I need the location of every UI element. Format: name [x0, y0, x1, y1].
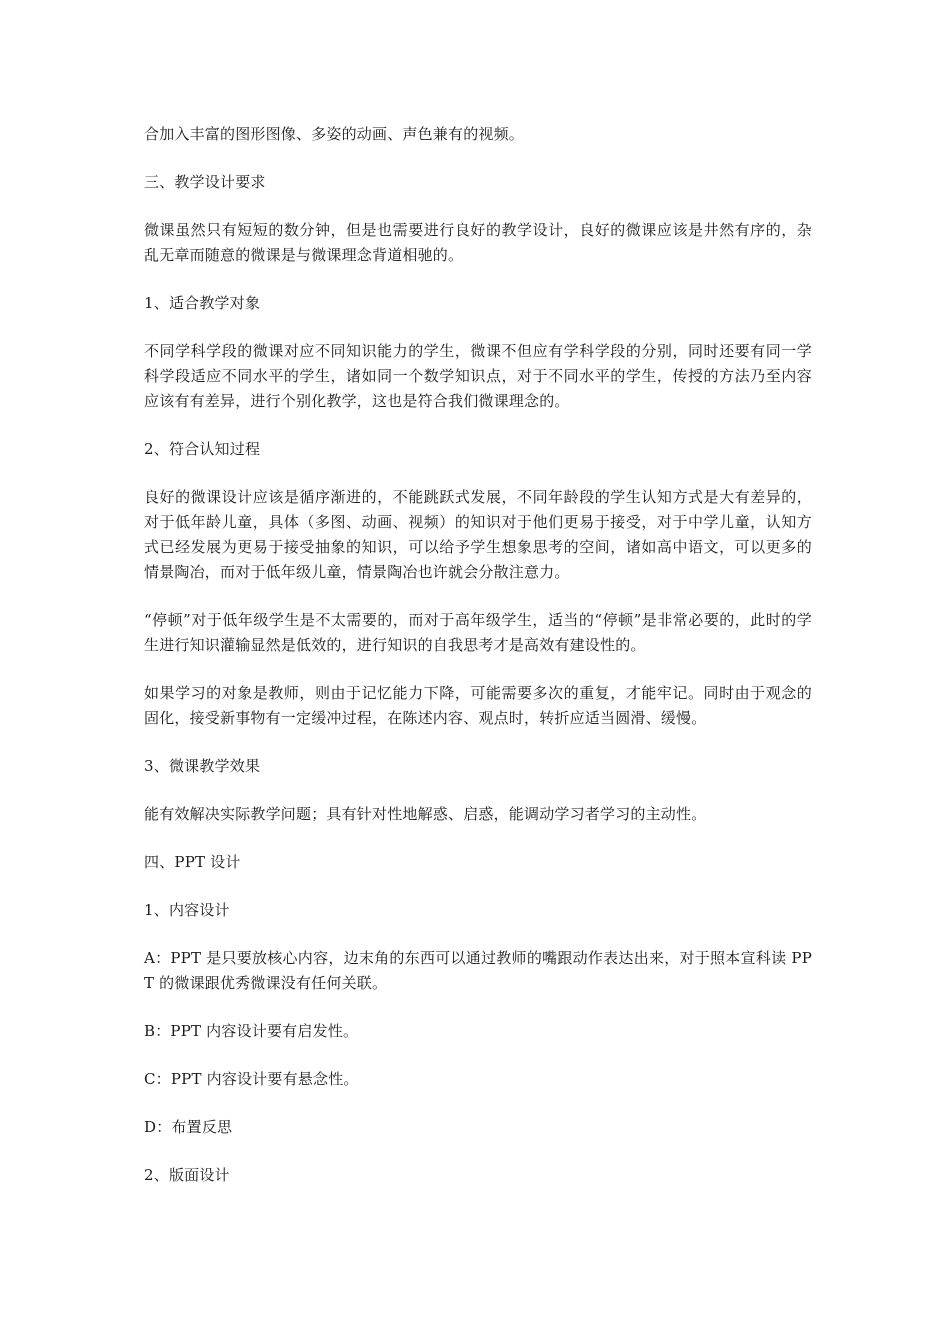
section-heading: 四、PPT 设计 — [144, 853, 241, 871]
list-item: D：布置反思 — [144, 1118, 233, 1136]
subsection-heading: 3、微课教学效果 — [144, 757, 261, 775]
list-item: C：PPT 内容设计要有悬念性。 — [144, 1070, 359, 1088]
body-paragraph: “停顿”对于低年级学生是不太需要的，而对于高年级学生，适当的“停顿”是非常必要的，此时的学生进行知识灌输显然是低效的，进行知识的自我思考才是高效有建设性的。 — [144, 611, 812, 654]
section-heading: 三、教学设计要求 — [144, 173, 266, 191]
body-paragraph: A：PPT 是只要放核心内容，边末角的东西可以通过教师的嘴跟动作表达出来，对于照本宣科读 PPT 的微课跟优秀微课没有任何关联。 — [144, 949, 812, 992]
subsection-heading: 2、版面设计 — [144, 1166, 230, 1184]
body-paragraph: 良好的微课设计应该是循序渐进的，不能跳跃式发展，不同年龄段的学生认知方式是大有差异的，对于低年龄儿童，具体（多图、动画、视频）的知识对于他们更易于接受，对于中学儿童，认知方式已经发展为更易于接受抽象的知识，可以给予学生想象思考的空间，诸如高中语文，可以更多的情景陶冶，而对于低年级儿童，情景陶冶也许就会分散注意力。 — [144, 488, 812, 581]
subsection-heading: 2、符合认知过程 — [144, 440, 261, 458]
list-item: B：PPT 内容设计要有启发性。 — [144, 1022, 359, 1040]
body-paragraph: 微课虽然只有短短的数分钟，但是也需要进行良好的教学设计，良好的微课应该是井然有序的，杂乱无章而随意的微课是与微课理念背道相驰的。 — [144, 221, 812, 264]
subsection-heading: 1、内容设计 — [144, 901, 230, 919]
subsection-heading: 1、适合教学对象 — [144, 294, 261, 312]
body-paragraph: 如果学习的对象是教师，则由于记忆能力下降，可能需要多次的重复，才能牢记。同时由于观念的固化，接受新事物有一定缓冲过程，在陈述内容、观点时，转折应适当圆滑、缓慢。 — [144, 684, 812, 727]
document-body — [144, 122, 812, 1211]
body-paragraph: 不同学科学段的微课对应不同知识能力的学生，微课不但应有学科学段的分别，同时还要有同一学科学段适应不同水平的学生，诸如同一个数学知识点，对于不同水平的学生，传授的方法乃至内容应该有有差异，进行个别化教学，这也是符合我们微课理念的。 — [144, 342, 812, 410]
body-paragraph: 合加入丰富的图形图像、多姿的动画、声色兼有的视频。 — [144, 125, 525, 143]
body-paragraph: 能有效解决实际教学问题；具有针对性地解惑、启惑，能调动学习者学习的主动性。 — [144, 805, 707, 823]
